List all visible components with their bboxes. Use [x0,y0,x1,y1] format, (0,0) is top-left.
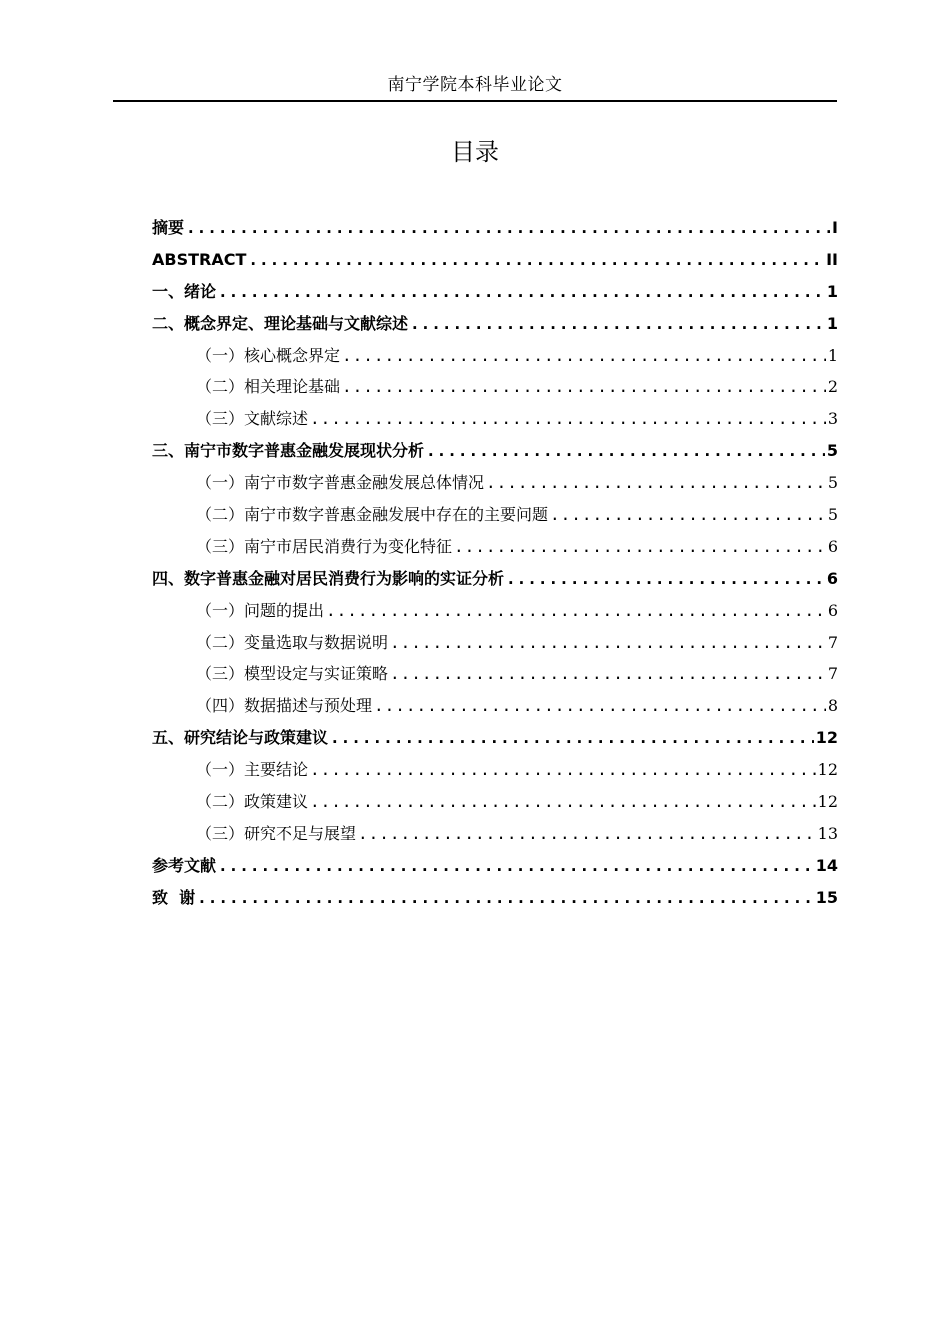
toc-entry-page-number: 1 [827,345,838,365]
toc-entry-page-number: 7 [827,664,838,684]
toc-entry[interactable] [152,340,838,372]
toc-entry-page-number: 1 [826,313,838,333]
dot-leader [342,340,826,372]
toc-entry-label: 致 谢 [152,887,196,907]
dot-leader [390,627,826,659]
toc-entry-label: （一）主要结论 [196,760,309,780]
toc-entry-page-number: 8 [827,696,838,716]
dot-leader [330,722,814,754]
toc-entry-label: （二）变量选取与数据说明 [196,632,389,652]
toc-entry-label: 五、研究结论与政策建议 [152,728,329,748]
toc-entry-label: 参考文献 [152,855,217,875]
toc-entry-label: 四、数字普惠金融对居民消费行为影响的实证分析 [152,568,505,588]
dot-leader [342,371,826,403]
toc-entry-page-number: 1 [826,281,838,301]
toc-entry[interactable] [152,754,838,786]
dot-leader [186,212,830,244]
toc-entry-page-number: 2 [827,377,838,397]
toc-entry-label: （一）南宁市数字普惠金融发展总体情况 [196,473,485,493]
dot-leader [358,818,816,850]
toc-entry[interactable] [152,531,838,563]
toc-entry-label: ABSTRACT [152,249,247,269]
dot-leader [390,658,826,690]
toc-entry-page-number: 6 [826,568,838,588]
toc-entry-label: （一）核心概念界定 [196,345,341,365]
toc-entry[interactable] [152,786,838,818]
page-header: 南宁学院本科毕业论文 [387,75,563,95]
toc-entry-page-number: 5 [827,473,838,493]
toc-entry[interactable] [152,882,838,914]
toc-entry[interactable] [152,276,838,308]
dot-leader [310,754,816,786]
toc-entry-label: （三）研究不足与展望 [196,823,357,843]
toc-entry[interactable] [152,850,838,882]
toc-entry[interactable] [152,212,838,244]
toc-entry-page-number: 14 [815,855,838,875]
toc-entry[interactable] [152,690,838,722]
header-rule [113,100,837,102]
toc-entry[interactable] [152,244,838,276]
toc-entry[interactable] [152,499,838,531]
toc-entry-label: （三）文献综述 [196,409,309,429]
dot-leader [310,403,826,435]
toc-entry[interactable] [152,627,838,659]
toc-entry-page-number: 15 [815,887,838,907]
dot-leader [248,244,824,276]
dot-leader [197,882,814,914]
toc-entry-label: （二）南宁市数字普惠金融发展中存在的主要问题 [196,505,549,525]
toc-entry-page-number: 12 [815,728,838,748]
toc-entry-label: 一、绪论 [152,281,217,301]
toc-entry-page-number: 12 [817,792,838,812]
dot-leader [454,531,826,563]
toc-entry[interactable] [152,371,838,403]
dot-leader [374,690,826,722]
toc-entry-label: 三、南宁市数字普惠金融发展现状分析 [152,441,425,461]
toc-entry-page-number: I [832,218,838,237]
dot-leader [218,850,814,882]
toc-entry[interactable] [152,403,838,435]
toc-entry-label: 二、概念界定、理论基础与文献综述 [152,313,409,333]
toc-entry-page-number: 5 [827,505,838,525]
toc-entry[interactable] [152,658,838,690]
toc-entry-page-number: 6 [827,536,838,556]
dot-leader [326,595,826,627]
dot-leader [506,563,825,595]
toc-entry-label: （二）相关理论基础 [196,377,341,397]
toc-entry-page-number: 3 [827,409,838,429]
toc-entry-page-number: 6 [827,600,838,620]
dot-leader [426,435,825,467]
toc-entry-page-number: 13 [817,823,838,843]
toc-entry-page-number: 5 [826,441,838,461]
dot-leader [218,276,825,308]
toc-entry[interactable] [152,435,838,467]
toc-entry-label: （三）模型设定与实证策略 [196,664,389,684]
dot-leader [550,499,826,531]
dot-leader [310,786,816,818]
toc-title: 目录 [451,138,499,166]
toc-entry-page-number: II [826,249,838,269]
toc-entry[interactable] [152,563,838,595]
toc-entry-label: （三）南宁市居民消费行为变化特征 [196,536,453,556]
toc-entry-page-number: 12 [817,760,838,780]
toc-entry[interactable] [152,595,838,627]
table-of-contents [152,212,838,914]
toc-entry-page-number: 7 [827,632,838,652]
toc-entry[interactable] [152,308,838,340]
toc-entry-label: （二）政策建议 [196,792,309,812]
dot-leader [486,467,826,499]
toc-entry-label: （一）问题的提出 [196,600,325,620]
toc-entry-label: 摘要 [152,218,185,237]
toc-entry-label: （四）数据描述与预处理 [196,696,373,716]
toc-entry[interactable] [152,467,838,499]
toc-entry[interactable] [152,722,838,754]
toc-entry[interactable] [152,818,838,850]
dot-leader [410,308,825,340]
